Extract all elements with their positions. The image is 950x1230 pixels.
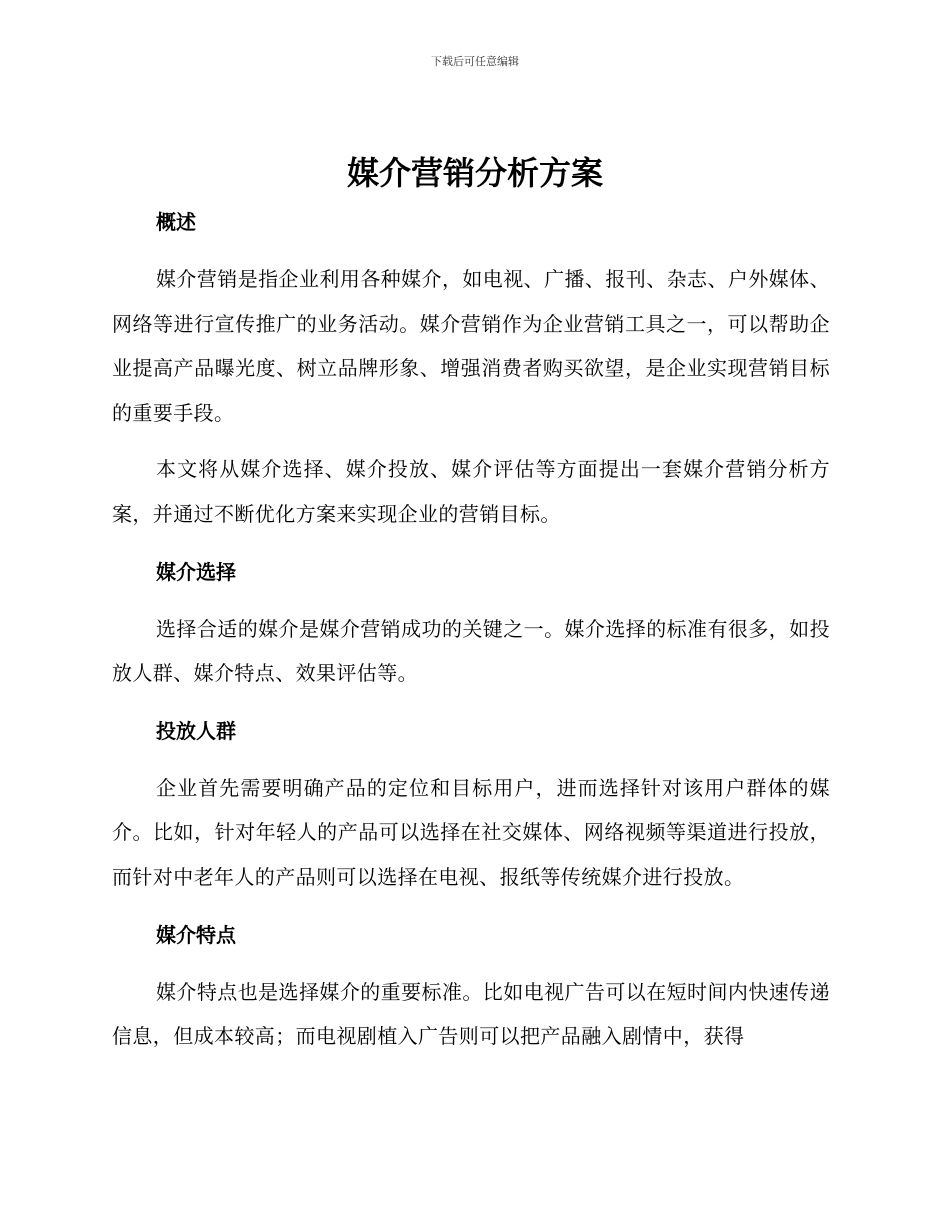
paragraph: 选择合适的媒介是媒介营销成功的关键之一。媒介选择的标准有很多，如投放人群、媒介特点、效果评估等。 (112, 616, 830, 686)
paragraph: 本文将从媒介选择、媒介投放、媒介评估等方面提出一套媒介营销分析方案，并通过不断优化方案来实现企业的营销目标。 (112, 457, 830, 526)
paragraph: 企业首先需要明确产品的定位和目标用户，进而选择针对该用户群体的媒介。比如，针对年轻人的产品可以选择在社交媒体、网络视频等渠道进行投放，而针对中老年人的产品则可以选择在电视、报纸等传统媒介进行投放。 (112, 775, 830, 889)
paragraph: 媒介营销是指企业利用各种媒介，如电视、广播、报刊、杂志、户外媒体、网络等进行宣传推广的业务活动。媒介营销作为企业营销工具之一，可以帮助企业提高产品曝光度、树立品牌形象、增强消费者购买欲望，是企业实现营销目标的重要手段。 (112, 267, 830, 425)
paragraph: 媒介特点也是选择媒介的重要标准。比如电视广告可以在短时间内快速传递信息，但成本较高；而电视剧植入广告则可以把产品融入剧情中，获得 (112, 979, 830, 1049)
section-heading-media-characteristics: 媒介特点 (156, 922, 236, 947)
section-heading-target-audience: 投放人群 (156, 718, 236, 743)
section-heading-overview: 概述 (156, 210, 196, 234)
running-header: 下载后可任意编辑 (431, 55, 519, 68)
document-body (112, 199, 830, 1059)
section-heading-media-selection: 媒介选择 (156, 559, 236, 584)
document-title: 媒介营销分析方案 (346, 154, 603, 192)
